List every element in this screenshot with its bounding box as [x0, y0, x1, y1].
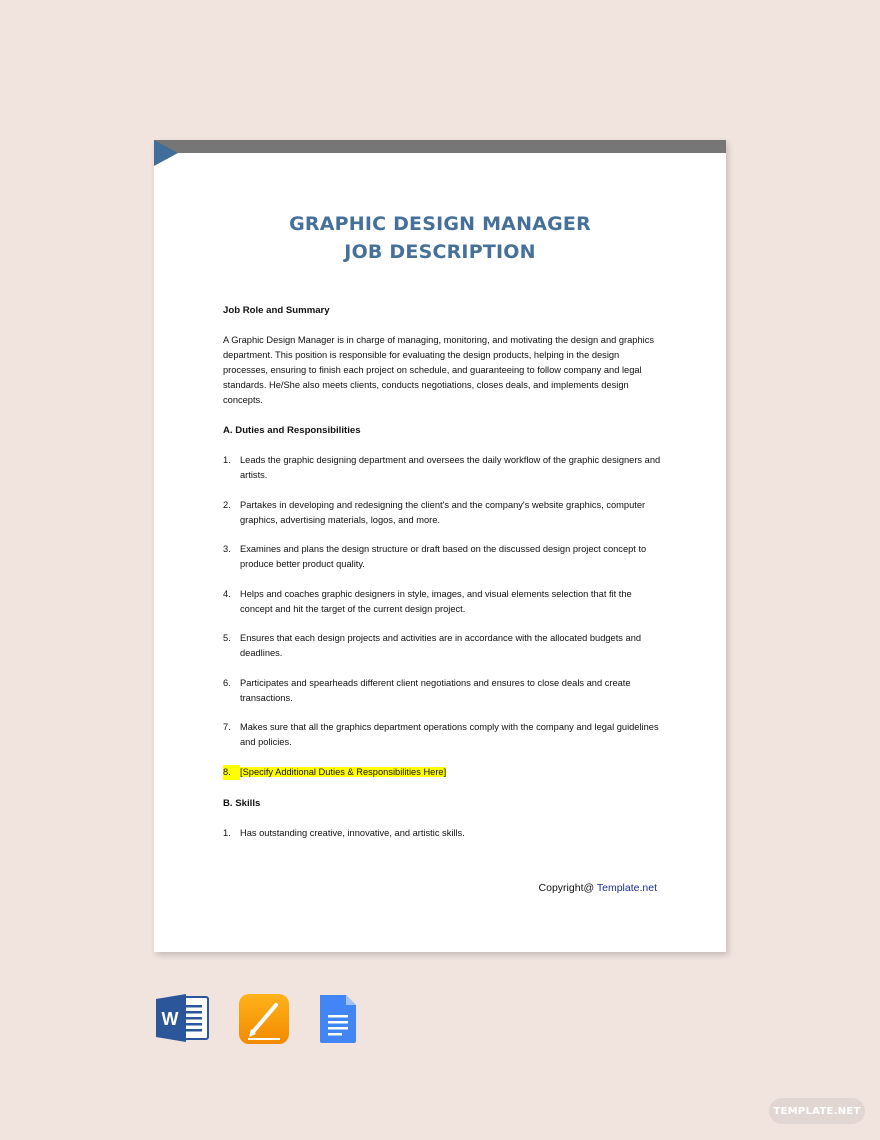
duties-list	[223, 453, 663, 780]
template-net-badge[interactable]: TEMPLATE.NET	[769, 1098, 865, 1124]
corner-triangle	[154, 140, 178, 166]
duties-heading: A. Duties and Responsibilities	[223, 425, 361, 436]
list-item: 1. Leads the graphic designing department and oversees the daily workflow of the graphic designers and artists.	[223, 455, 661, 480]
google-docs-icon[interactable]	[318, 993, 358, 1045]
summary-text: A Graphic Design Manager is in charge of managing, monitoring, and motivating the design and graphics department. This position is responsible for evaluating the design products, helping in the design processes, ensuring to finish each project on schedule, and guaranteeing to follow company and legal standards. He/She also meets clients, conducts negotiations, closes deals, and implements design concepts.	[223, 335, 655, 405]
document-title	[154, 210, 726, 266]
word-icon[interactable]	[156, 993, 210, 1043]
list-item: 1. Has outstanding creative, innovative, and artistic skills.	[223, 827, 465, 838]
copyright-line: Copyright@ Template.net	[538, 882, 657, 894]
list-item: 4. Helps and coaches graphic designers in style, images, and visual elements selection that fit the concept and hit the target of the current design project.	[223, 588, 632, 614]
summary-heading: Job Role and Summary	[223, 305, 330, 316]
list-item: 6. Participates and spearheads different client negotiations and ensures to close deals and create transactions.	[223, 677, 631, 703]
document-body	[223, 303, 663, 855]
copyright-link[interactable]: Template.net	[596, 882, 657, 894]
svg-text:W: W	[161, 1009, 179, 1029]
highlighted-placeholder-item: 8. [Specify Additional Duties & Responsibilities Here]	[223, 765, 663, 780]
document-page	[154, 140, 726, 952]
list-item: 5. Ensures that each design projects and activities are in accordance with the allocated budgets and deadlines.	[223, 633, 642, 658]
list-item: 2. Partakes in developing and redesigning the client's and the company's website graphics, computer graphics, advertising materials, logos, and more.	[223, 499, 646, 525]
title-line-1: GRAPHIC DESIGN MANAGER	[289, 213, 591, 235]
pages-icon[interactable]	[238, 993, 290, 1045]
list-item: 7. Makes sure that all the graphics department operations comply with the company and legal guidelines and policies.	[223, 722, 659, 747]
skills-list	[223, 826, 663, 841]
header-bar	[154, 140, 726, 153]
list-item: 3. Examines and plans the design structure or draft based on the discussed design project concept to produce better product quality.	[223, 544, 647, 569]
skills-heading: B. Skills	[223, 797, 261, 809]
title-line-2: JOB DESCRIPTION	[344, 241, 536, 263]
format-icons	[156, 993, 366, 1045]
